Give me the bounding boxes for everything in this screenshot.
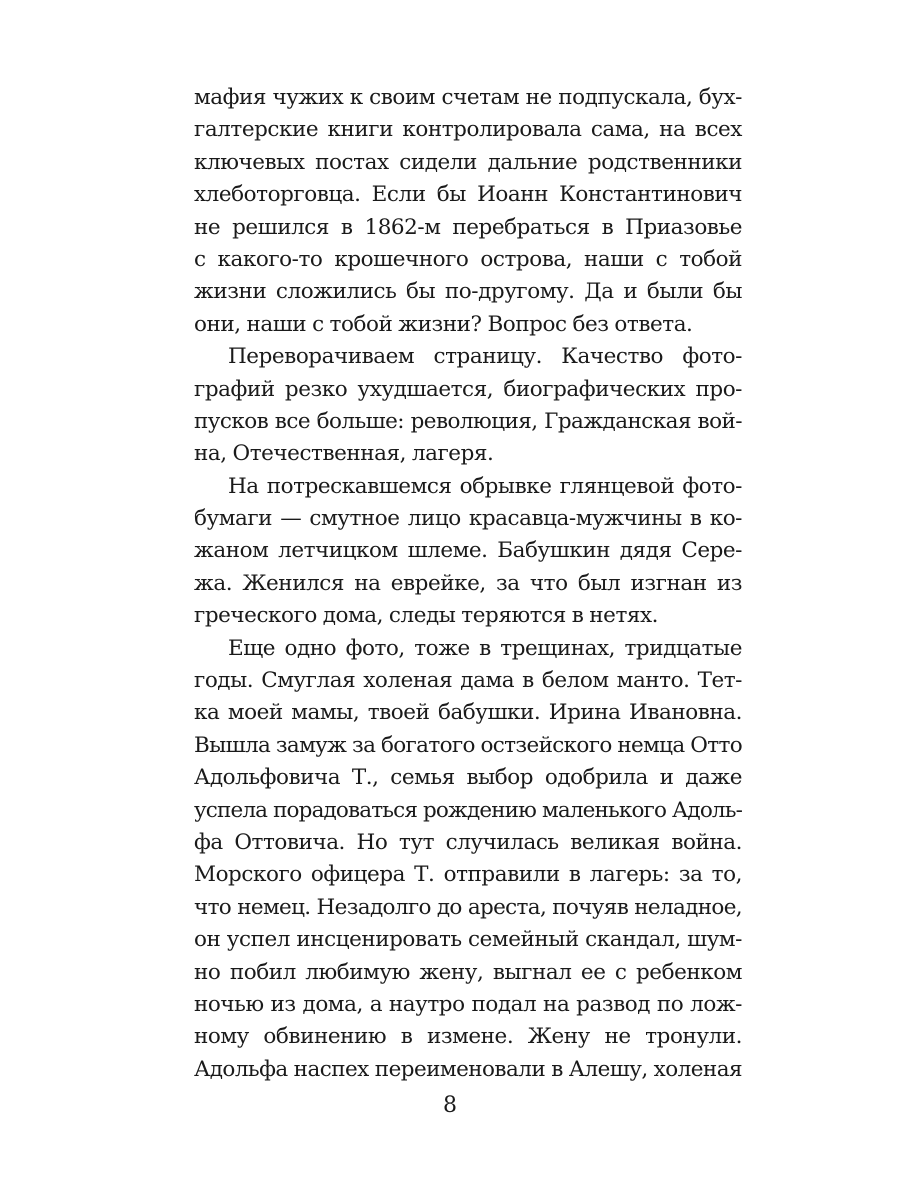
text-line: жаном летчицком шлеме. Бабушкин дядя Сере- [194, 538, 742, 564]
page-number: 8 [443, 1093, 457, 1118]
text-line: они, наши с тобой жизни? Вопрос без ответа. [194, 311, 693, 337]
text-line: ному обвинению в измене. Жену не тронули. [194, 1024, 742, 1050]
text-line: жизни сложились бы по-другому. Да и были бы [194, 279, 742, 305]
text-line: галтерские книги контролировала сама, на всех [194, 117, 742, 143]
paragraph-2 [194, 341, 742, 471]
text-line: ключевых постах сидели дальние родственники [194, 149, 742, 175]
text-line: годы. Смуглая холеная дама в белом манто. Тет- [194, 668, 742, 694]
text-line: хлеботорговца. Если бы Иоанн Константинович [194, 182, 742, 208]
paragraph-1 [194, 82, 742, 341]
body-text [194, 82, 742, 1086]
text-line: Переворачиваем страницу. Качество фото- [228, 344, 742, 370]
text-line: Адольфа наспех переименовали в Алешу, холеная [194, 1056, 742, 1082]
text-line: жа. Женился на еврейке, за что был изгнан из [194, 570, 742, 596]
text-line: бумаги — смутное лицо красавца-мужчины в ко- [194, 506, 742, 532]
text-line: пусков все больше: революция, Гражданская вой- [194, 408, 742, 434]
text-line: греческого дома, следы теряются в нетях. [194, 603, 659, 629]
text-line: Еще одно фото, тоже в трещинах, тридцатые [228, 635, 742, 661]
text-line: Адольфовича Т., семья выбор одобрила и даже [194, 765, 742, 791]
text-line: ка моей мамы, твоей бабушки. Ирина Ивановна. [194, 700, 742, 726]
text-line: на, Отечественная, лагеря. [194, 441, 494, 467]
text-line: с какого-то крошечного острова, наши с тобой [194, 246, 742, 272]
text-line: он успел инсценировать семейный скандал, шум- [194, 927, 742, 953]
text-line: Вышла замуж за богатого остзейского немца Отто [194, 732, 742, 758]
paragraph-3 [194, 471, 742, 633]
text-line: успела порадоваться рождению маленького Адоль- [194, 797, 742, 823]
text-line: фа Оттовича. Но тут случилась великая война. [194, 829, 742, 855]
text-line: не решился в 1862-м перебраться в Приазовье [194, 214, 742, 240]
paragraph-4 [194, 633, 742, 1086]
text-line: что немец. Незадолго до ареста, почуяв неладное, [194, 894, 742, 920]
text-line: мафия чужих к своим счетам не подпускала, бух- [194, 85, 742, 110]
text-line: но побил любимую жену, выгнал ее с ребенком [194, 959, 742, 985]
text-line: графий резко ухудшается, биографических про- [194, 376, 742, 402]
text-line: Морского офицера Т. отправили в лагерь: за то, [194, 862, 742, 888]
text-line: ночью из дома, а наутро подал на развод по лож- [194, 991, 742, 1017]
text-line: На потрескавшемся обрывке глянцевой фото- [228, 473, 742, 499]
